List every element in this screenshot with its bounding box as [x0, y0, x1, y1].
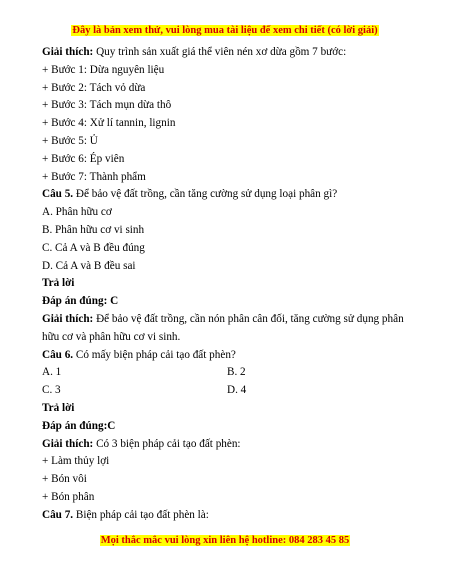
options-row [42, 382, 412, 400]
option-d: D. 4 [227, 384, 247, 397]
correct-answer: Đáp án đúng: C [42, 295, 119, 308]
correct-answer: Đáp án đúng:C [42, 419, 116, 432]
step-item: + Bước 5: Ủ [42, 134, 98, 147]
step-item: + Bước 6: Ép viên [42, 152, 125, 165]
option-d: D. Cả A và B đều sai [42, 259, 136, 272]
step-item: + Bước 2: Tách vỏ dừa [42, 81, 146, 94]
option-a: A. 1 [42, 366, 62, 379]
step-item: + Bước 3: Tách mụn dừa thô [42, 99, 172, 112]
option-b: B. Phân hữu cơ vi sinh [42, 223, 145, 236]
step-item: + Bước 7: Thành phẩm [42, 170, 146, 183]
list-item: + Bón vôi [42, 473, 87, 486]
option-c: C. Cả A và B đều đúng [42, 241, 145, 254]
list-item: + Làm thủy lợi [42, 455, 110, 468]
option-c: C. 3 [42, 384, 61, 397]
q6-explanation: Giải thích: Có 3 biện pháp cải tạo đất phèn: [42, 437, 241, 450]
options-row [42, 364, 412, 382]
list-item: + Bón phân [42, 490, 95, 503]
step-item: + Bước 4: Xử lí tannin, lignin [42, 117, 176, 130]
q5-explanation: Giải thích: Để bảo vệ đất trồng, cần nón phân cân đối, tăng cường sử dụng phân hữu cơ và phân hữu cơ vi sinh. [42, 312, 404, 343]
intro-explanation: Giải thích: Quy trình sản xuất giá thể viên nén xơ dừa gồm 7 bước: [42, 46, 347, 58]
question-5: Câu 5. Để bảo vệ đất trồng, cần tăng cường sử dụng loại phân gì? [42, 188, 338, 201]
answer-heading: Trả lời [42, 401, 75, 414]
question-6: Câu 6. Có mấy biện pháp cải tạo đất phèn? [42, 348, 236, 361]
answer-heading: Trả lời [42, 277, 75, 290]
footer-banner: Mọi thắc mắc vui lòng xin liên hệ hotline: 084 283 45 85 [100, 535, 350, 546]
document-content [42, 44, 412, 525]
header-banner: Đây là bản xem thử, vui lòng mua tài liệu để xem chi tiết (có lời giải) [72, 25, 378, 36]
question-7: Câu 7. Biện pháp cải tạo đất phèn là: [42, 508, 209, 521]
option-b: B. 2 [227, 366, 246, 379]
option-a: A. Phân hữu cơ [42, 206, 112, 219]
step-item: + Bước 1: Dừa nguyên liệu [42, 63, 165, 76]
